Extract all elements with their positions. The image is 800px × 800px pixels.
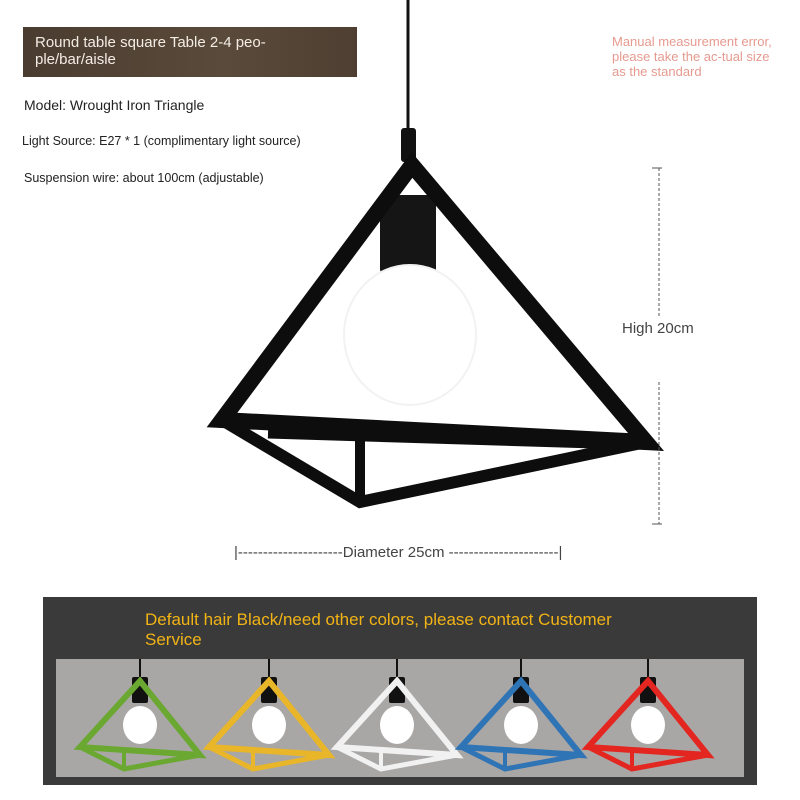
height-label: High 20cm — [622, 320, 694, 337]
spec-light-source: Light Source: E27 * 1 (complimentary light source) — [22, 134, 301, 148]
pendant-lamp-icon — [222, 0, 646, 502]
lamp-variant-yellow — [209, 659, 329, 769]
color-variants — [56, 659, 744, 777]
light-bulb — [344, 265, 476, 405]
measurement-note: Manual measurement error, please take the ac-tual size as the standard — [612, 34, 772, 79]
lamp-variant-blue — [461, 659, 581, 769]
spec-model: Model: Wrought Iron Triangle — [24, 97, 205, 113]
color-options-banner — [43, 597, 757, 785]
height-dimension — [652, 168, 662, 524]
lamp-variant-white — [337, 659, 457, 769]
product-title: Round table square Table 2-4 peo-ple/bar/aisle — [35, 34, 266, 68]
color-variants-strip — [56, 659, 744, 777]
spec-suspension-wire: Suspension wire: about 100cm (adjustable) — [24, 171, 264, 185]
diameter-label: |---------------------Diameter 25cm ----------------------| — [234, 544, 563, 561]
lamp-variant-green — [80, 659, 200, 769]
color-options-text: Default hair Black/need other colors, please contact Customer Service — [145, 610, 612, 649]
lamp-variant-red — [588, 659, 708, 769]
